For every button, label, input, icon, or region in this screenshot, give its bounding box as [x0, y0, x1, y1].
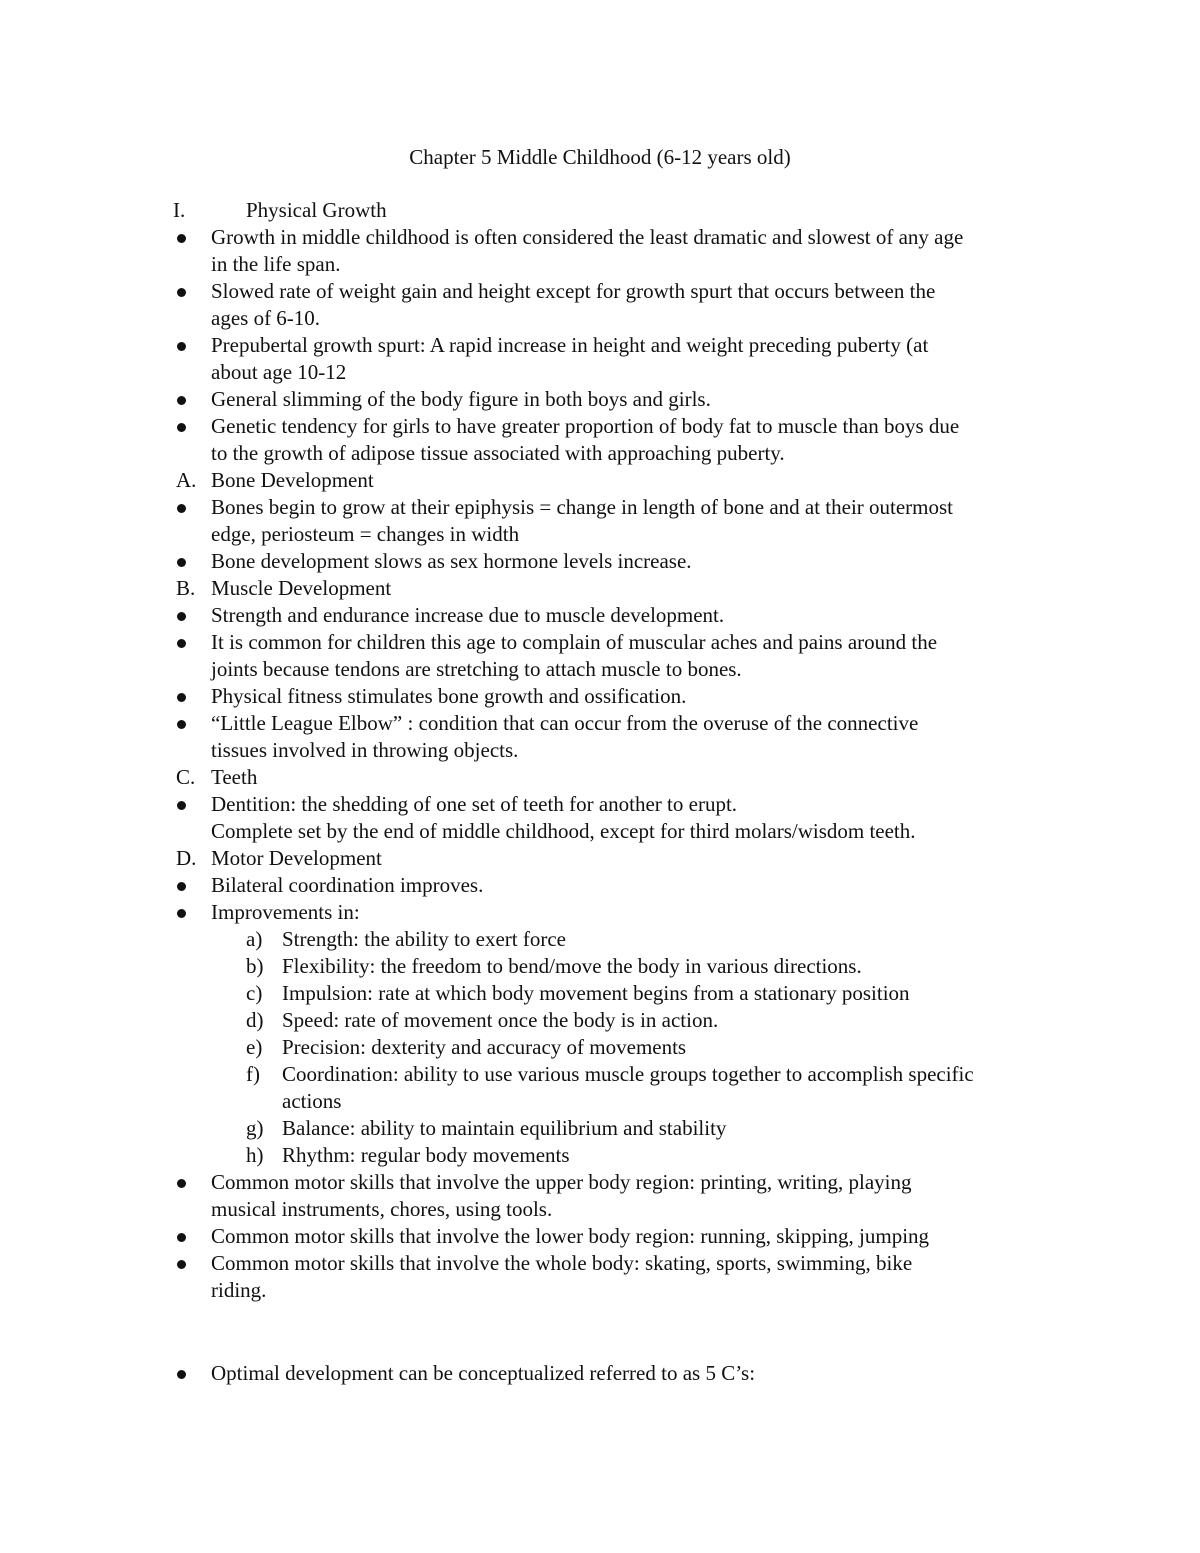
bullet-icon: [177, 612, 186, 621]
section-teeth-heading: Teeth: [211, 765, 258, 789]
bone-bullet-item-text: edge, periosteum = changes in width: [211, 522, 520, 546]
bullet-icon: [177, 801, 186, 810]
improvement-marker: b): [246, 954, 264, 978]
improvement-item-text: actions: [282, 1089, 342, 1113]
section-muscle-development-marker: B.: [176, 576, 196, 600]
improvement-marker: e): [246, 1035, 263, 1059]
bullet-icon: [177, 234, 186, 243]
muscle-bullet-item-text: Strength and endurance increase due to muscle development.: [211, 603, 725, 627]
section-physical-growth-heading: Physical Growth: [246, 198, 387, 222]
bullet-icon: [177, 1179, 186, 1188]
growth-bullet-item-text: to the growth of adipose tissue associated with approaching puberty.: [211, 441, 785, 465]
bullet-icon: [177, 639, 186, 648]
improvement-item-text: Rhythm: regular body movements: [282, 1143, 570, 1167]
teeth-bullet-item-text: Dentition: the shedding of one set of teeth for another to erupt.: [211, 792, 738, 816]
improvement-item-text: Coordination: ability to use various muscle groups together to accomplish specific: [282, 1062, 974, 1086]
improvement-item-text: Impulsion: rate at which body movement begins from a stationary position: [282, 981, 910, 1005]
teeth-bullet-item-text: Complete set by the end of middle childhood, except for third molars/wisdom teeth.: [211, 819, 916, 843]
growth-bullet-item-text: Genetic tendency for girls to have greater proportion of body fat to muscle than boys due: [211, 414, 960, 438]
bullet-icon: [177, 1370, 186, 1379]
bone-bullet-item-text: Bones begin to grow at their epiphysis = change in length of bone and at their outermost: [211, 495, 954, 519]
bullet-icon: [177, 1233, 186, 1242]
bullet-icon: [177, 909, 186, 918]
improvement-item-text: Strength: the ability to exert force: [282, 927, 566, 951]
skills-bullet-item-text: musical instruments, chores, using tools.: [211, 1197, 553, 1221]
muscle-bullet-item-text: It is common for children this age to complain of muscular aches and pains around the: [211, 630, 938, 654]
final-bullet-text: Optimal development can be conceptualized referred to as 5 C’s:: [211, 1361, 756, 1385]
improvement-marker: f): [246, 1062, 260, 1086]
section-muscle-development-heading: Muscle Development: [211, 576, 392, 600]
growth-bullet-item-text: in the life span.: [211, 252, 341, 276]
growth-bullet-item-text: about age 10-12: [211, 360, 347, 384]
bone-bullet-item-text: Bone development slows as sex hormone levels increase.: [211, 549, 692, 573]
page-title: Chapter 5 Middle Childhood (6-12 years old): [409, 145, 791, 169]
improvement-marker: d): [246, 1008, 264, 1032]
bullet-icon: [177, 396, 186, 405]
improvement-item-text: Speed: rate of movement once the body is in action.: [282, 1008, 719, 1032]
growth-bullet-item-text: Prepubertal growth spurt: A rapid increase in height and weight preceding puberty (at: [211, 333, 929, 357]
section-motor-development-marker: D.: [176, 846, 197, 870]
skills-bullet-item-text: riding.: [211, 1278, 267, 1302]
muscle-bullet-item-text: joints because tendons are stretching to attach muscle to bones.: [211, 657, 742, 681]
improvement-marker: a): [246, 927, 263, 951]
growth-bullet-item-text: Growth in middle childhood is often considered the least dramatic and slowest of any age: [211, 225, 964, 249]
improvement-marker: h): [246, 1143, 264, 1167]
growth-bullet-item-text: General slimming of the body figure in both boys and girls.: [211, 387, 711, 411]
bullet-icon: [177, 558, 186, 567]
muscle-bullet-item-text: tissues involved in throwing objects.: [211, 738, 519, 762]
bullet-icon: [177, 1260, 186, 1269]
section-physical-growth-marker: I.: [173, 198, 186, 222]
improvement-item-text: Flexibility: the freedom to bend/move the body in various directions.: [282, 954, 862, 978]
muscle-bullet-item-text: “Little League Elbow” : condition that can occur from the overuse of the connective: [211, 711, 919, 735]
growth-bullet-item-text: Slowed rate of weight gain and height except for growth spurt that occurs between the: [211, 279, 936, 303]
skills-bullet-item-text: Common motor skills that involve the whole body: skating, sports, swimming, bike: [211, 1251, 913, 1275]
bullet-icon: [177, 342, 186, 351]
improvement-marker: g): [246, 1116, 264, 1140]
section-bone-development-marker: A.: [176, 468, 197, 492]
bullet-icon: [177, 720, 186, 729]
bullet-icon: [177, 423, 186, 432]
section-bone-development-heading: Bone Development: [211, 468, 374, 492]
skills-bullet-item-text: Common motor skills that involve the lower body region: running, skipping, jumping: [211, 1224, 930, 1248]
section-motor-development-heading: Motor Development: [211, 846, 382, 870]
muscle-bullet-item-text: Physical fitness stimulates bone growth and ossification.: [211, 684, 687, 708]
motor-bullet-item-text: Improvements in:: [211, 900, 360, 924]
growth-bullet-item-text: ages of 6-10.: [211, 306, 321, 330]
section-teeth-marker: C.: [176, 765, 196, 789]
improvement-item-text: Balance: ability to maintain equilibrium and stability: [282, 1116, 727, 1140]
improvement-item-text: Precision: dexterity and accuracy of movements: [282, 1035, 687, 1059]
bullet-icon: [177, 288, 186, 297]
improvement-marker: c): [246, 981, 263, 1005]
skills-bullet-item-text: Common motor skills that involve the upper body region: printing, writing, playing: [211, 1170, 912, 1194]
bullet-icon: [177, 504, 186, 513]
bullet-icon: [177, 882, 186, 891]
bullet-icon: [177, 693, 186, 702]
motor-bullet-item-text: Bilateral coordination improves.: [211, 873, 484, 897]
